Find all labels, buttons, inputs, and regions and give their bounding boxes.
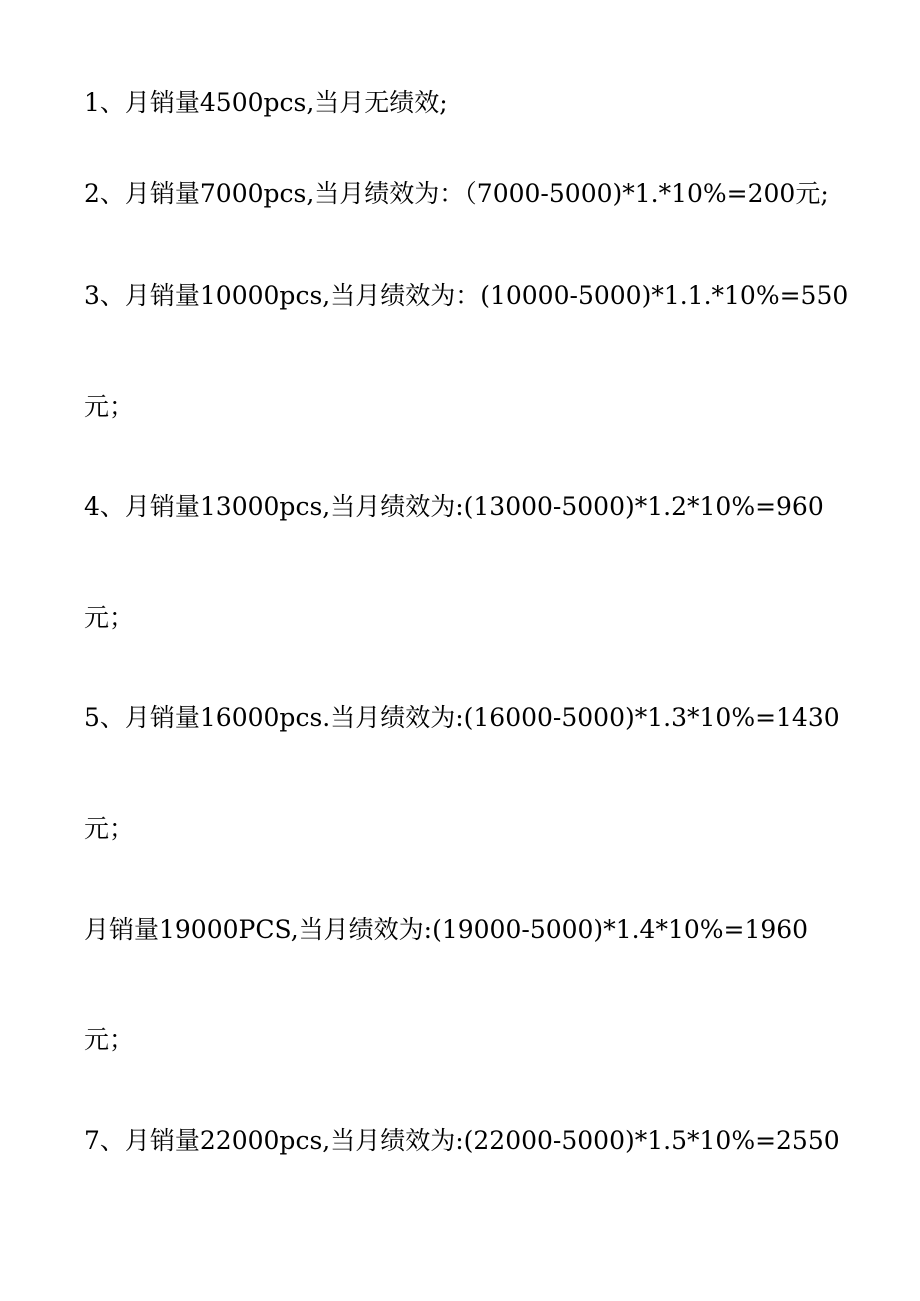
text-line-5-continued: 元； — [84, 814, 135, 843]
text-line-7: 7、月销量22000pcs,当月绩效为:(22000-5000)*1.5*10%=2550 — [84, 1126, 840, 1155]
text-line-3-continued: 元； — [84, 392, 135, 421]
text-line-6: 月销量19000PCS,当月绩效为:(19000-5000)*1.4*10%=1960 — [84, 915, 809, 944]
text-line-5: 5、月销量16000pcs.当月绩效为:(16000-5000)*1.3*10%=1430 — [84, 703, 840, 732]
text-line-6-continued: 元； — [84, 1025, 135, 1054]
text-line-2: 2、月销量7000pcs,当月绩效为：（7000-5000)*1.*10%=200元; — [84, 179, 829, 208]
text-line-4-continued: 元； — [84, 603, 135, 632]
text-line-3: 3、月销量10000pcs,当月绩效为：(10000-5000)*1.1.*10%=550 — [84, 281, 849, 310]
text-line-1: 1、月销量4500pcs,当月无绩效; — [84, 88, 448, 117]
text-line-4: 4、月销量13000pcs,当月绩效为:(13000-5000)*1.2*10%=960 — [84, 492, 824, 521]
